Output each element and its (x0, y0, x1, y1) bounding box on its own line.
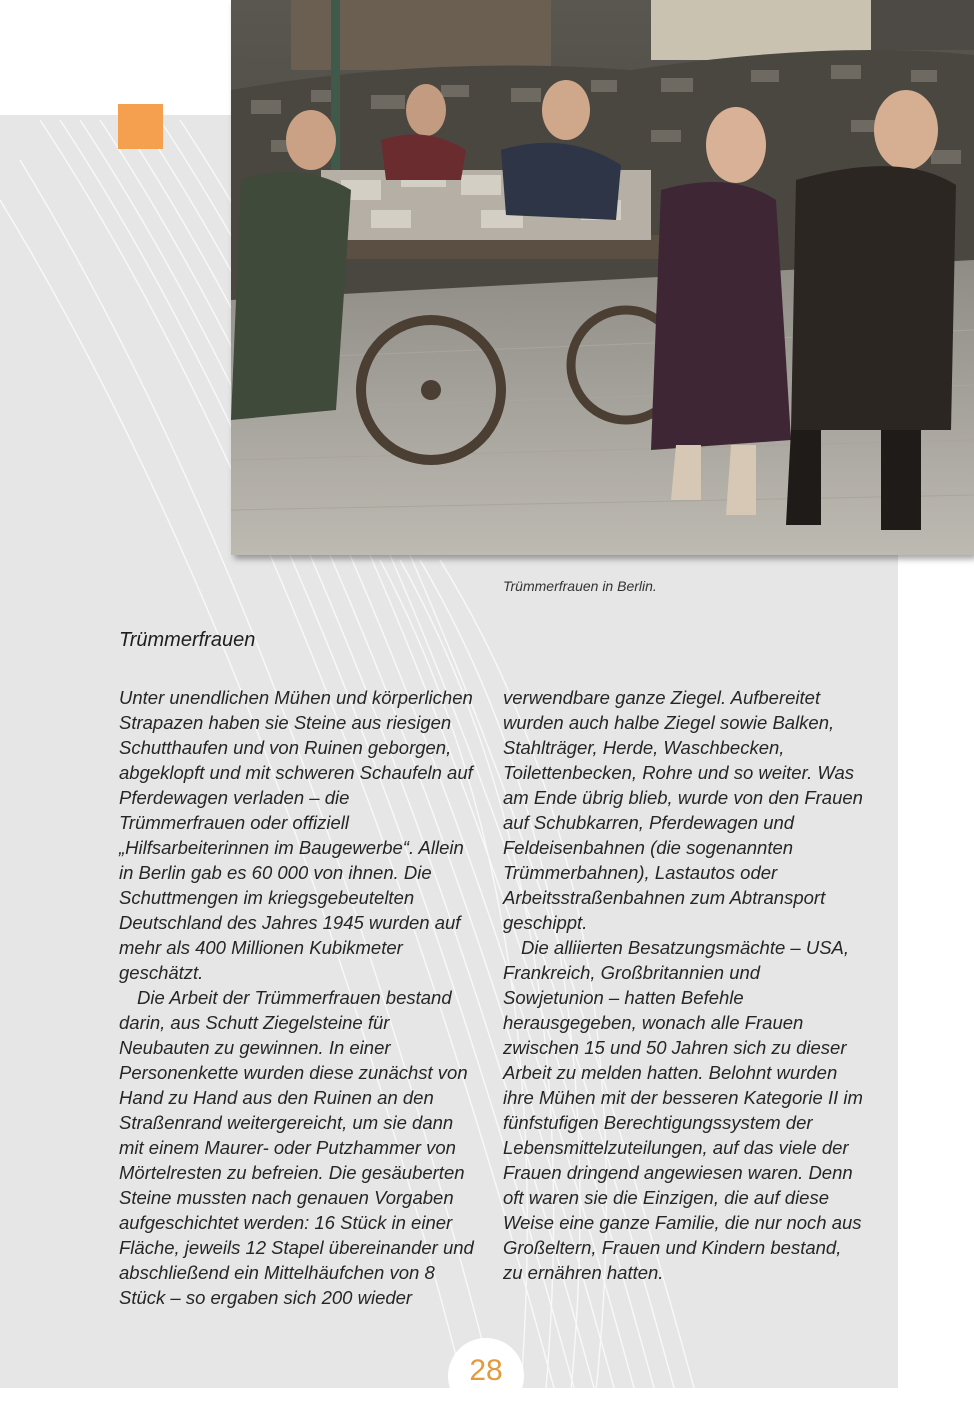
paragraph: Die alliierten Besatzungsmächte – USA, Frankreich, Großbritannien und Sowjetunion – hatten Befehle herausgegeben, wonach alle Frauen zwischen 15 und 50 Jahren sich zu dieser Arbeit zu melden hatten. Belohnt wurden ihre Mühen mit der besseren Kategorie II im fünfstufigen Berechtigungssystem der Lebensmittelzuteilungen, auf das viele der Frauen dringend angewiesen waren. Denn oft waren sie die Einzigen, die auf diese Weise eine ganze Familie, die nur noch aus Großeltern, Frauen und Kindern bestand, zu ernähren hatten. (503, 937, 863, 1283)
article-column-left (119, 685, 479, 1310)
paragraph: verwendbare ganze Ziegel. Aufbereitet wurden auch halbe Ziegel sowie Balken, Stahlträger, Herde, Waschbecken, Toilettenbecken, Rohre und so weiter. Was am Ende übrig blieb, wurde von den Frauen auf Schubkarren, Pferdewagen und Feldeisenbahnen (die sogenannten Trümmerbahnen), Lastautos oder Arbeitsstraßenbahnen zum Abtransport geschippt. (503, 687, 863, 933)
article-heading: Trümmerfrauen (119, 629, 256, 651)
paragraph: Die Arbeit der Trümmerfrauen bestand darin, aus Schutt Ziegelsteine für Neubauten zu gewinnen. In einer Personenkette wurden diese zunächst von Hand zu Hand aus den Ruinen an den Straßenrand weitergereicht, um sie dann mit einem Maurer- oder Putzhammer von Mörtelresten zu befreien. Die gesäuberten Steine mussten nach genauen Vorgaben aufgeschichtet werden: 16 Stück in einer Fläche, jeweils 12 Stapel übereinander und abschließend ein Mittelhäufchen von 8 Stück – so ergaben sich 200 wieder (119, 987, 474, 1308)
article-column-right (503, 685, 863, 1285)
page-number: 28 (469, 1354, 503, 1387)
photo-caption: Trümmerfrauen in Berlin. (503, 578, 657, 594)
orange-accent-square (118, 104, 163, 149)
paragraph: Unter unendlichen Mühen und körperlichen Strapazen haben sie Steine aus riesigen Schutthaufen und von Ruinen geborgen, abgeklopft und mit schweren Schaufeln auf Pferdewagen verladen – die Trümmerfrauen oder offiziell „Hilfsarbeiterinnen im Baugewerbe“. Allein in Berlin gab es 60 000 von ihnen. Die Schuttmengen im kriegsgebeutelten Deutschland des Jahres 1945 wurden auf mehr als 400 Millionen Kubikmeter geschätzt. (119, 687, 473, 983)
photo-women-rubble-cart-icon (231, 0, 974, 555)
photo-trummerfrauen (231, 0, 974, 555)
